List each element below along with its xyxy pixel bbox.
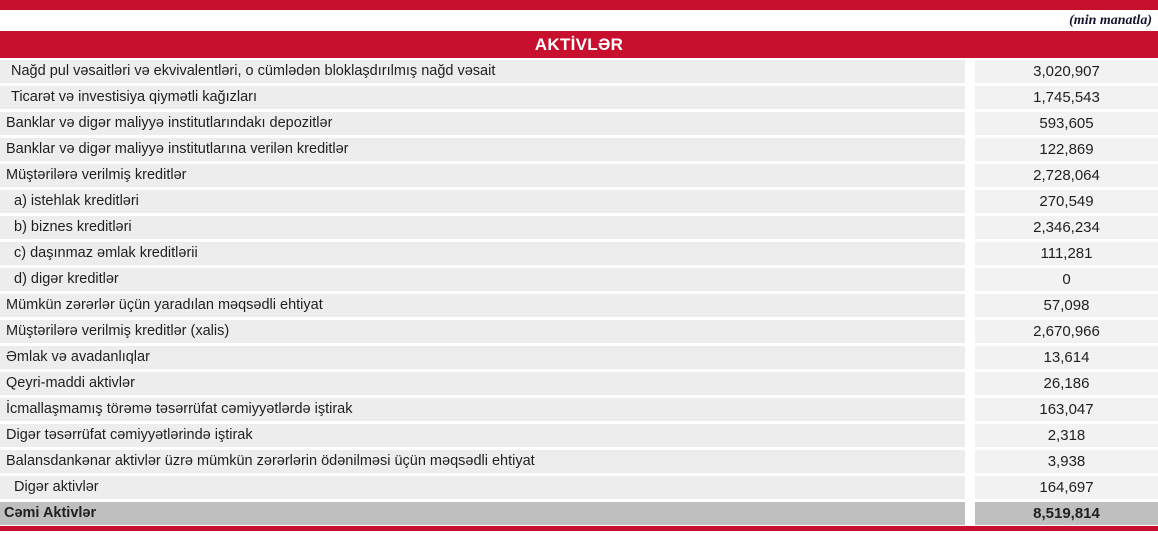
table-row — [0, 320, 1158, 343]
row-value: 593,605 — [975, 112, 1158, 135]
row-value: 0 — [975, 268, 1158, 291]
section-header-title: AKTİVLƏR — [534, 35, 624, 54]
row-label: d) digər kreditlər — [0, 268, 965, 291]
table-row — [0, 138, 1158, 161]
table-row — [0, 398, 1158, 421]
row-value: 122,869 — [975, 138, 1158, 161]
section-header-aktivler — [0, 31, 1158, 58]
row-label: Əmlak və avadanlıqlar — [0, 346, 965, 369]
row-label: Cəmi Aktivlər — [0, 502, 965, 525]
row-value: 26,186 — [975, 372, 1158, 395]
row-label: a) istehlak kreditləri — [0, 190, 965, 213]
table-row — [0, 86, 1158, 109]
table-row — [0, 450, 1158, 473]
table-row — [0, 424, 1158, 447]
unit-note: (min manatla) — [1069, 13, 1152, 28]
bottom-red-bar — [0, 526, 1158, 531]
row-label: Digər təsərrüfat cəmiyyətlərində iştirak — [0, 424, 965, 447]
table-row — [0, 242, 1158, 265]
table-row — [0, 112, 1158, 135]
row-value: 3,020,907 — [975, 60, 1158, 83]
row-value: 3,938 — [975, 450, 1158, 473]
table-row — [0, 346, 1158, 369]
row-label: b) biznes kreditləri — [0, 216, 965, 239]
table-row — [0, 216, 1158, 239]
table-row — [0, 190, 1158, 213]
row-value: 13,614 — [975, 346, 1158, 369]
row-value: 111,281 — [975, 242, 1158, 265]
row-label: Mümkün zərərlər üçün yaradılan məqsədli ehtiyat — [0, 294, 965, 317]
row-label: Ticarət və investisiya qiymətli kağızları — [0, 86, 965, 109]
row-value: 164,697 — [975, 476, 1158, 499]
row-label: c) daşınmaz əmlak kreditlərii — [0, 242, 965, 265]
row-value: 2,318 — [975, 424, 1158, 447]
table-row — [0, 476, 1158, 499]
row-label: Banklar və digər maliyyə institutlarına verilən kreditlər — [0, 138, 965, 161]
row-value: 2,346,234 — [975, 216, 1158, 239]
row-value: 8,519,814 — [975, 502, 1158, 525]
row-label: İcmallaşmamış törəmə təsərrüfat cəmiyyətlərdə iştirak — [0, 398, 965, 421]
row-value: 270,549 — [975, 190, 1158, 213]
row-label: Müştərilərə verilmiş kreditlər (xalis) — [0, 320, 965, 343]
row-value: 2,670,966 — [975, 320, 1158, 343]
row-label: Qeyri-maddi aktivlər — [0, 372, 965, 395]
table-row — [0, 60, 1158, 83]
table-row — [0, 372, 1158, 395]
row-value: 1,745,543 — [975, 86, 1158, 109]
assets-table — [0, 60, 1158, 525]
row-value: 57,098 — [975, 294, 1158, 317]
table-row — [0, 294, 1158, 317]
row-label: Nağd pul vəsaitləri və ekvivalentləri, o cümlədən bloklaşdırılmış nağd vəsait — [0, 60, 965, 83]
top-red-bar — [0, 0, 1158, 10]
row-label: Müştərilərə verilmiş kreditlər — [0, 164, 965, 187]
total-row — [0, 502, 1158, 525]
row-label: Banklar və digər maliyyə institutlarındakı depozitlər — [0, 112, 965, 135]
table-row — [0, 164, 1158, 187]
row-label: Digər aktivlər — [0, 476, 965, 499]
table-row — [0, 268, 1158, 291]
row-value: 163,047 — [975, 398, 1158, 421]
row-value: 2,728,064 — [975, 164, 1158, 187]
row-label: Balansdankənar aktivlər üzrə mümkün zərərlərin ödənilməsi üçün məqsədli ehtiyat — [0, 450, 965, 473]
